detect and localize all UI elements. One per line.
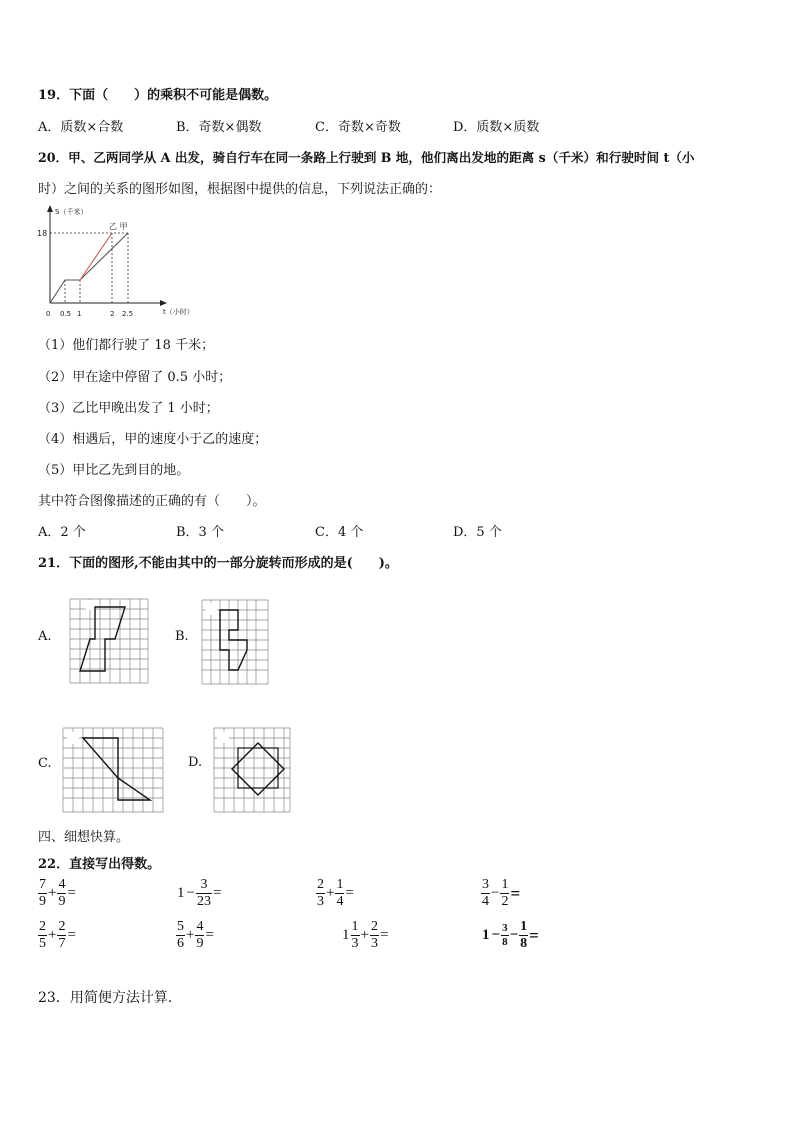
- q20-text-line1: 20．甲、乙两同学从 A 出发，骑自行车在同一条路上行驶到 B 地，他们离出发地的距离 s（千米）和行驶时间 t（小: [38, 150, 695, 165]
- section-4-title: 四、细想快算。: [38, 830, 130, 845]
- q22-text: 22．直接写出得数。: [38, 857, 161, 872]
- graph-y-tick-18: 18: [37, 229, 48, 238]
- q20-text-line2: 时）之间的关系的图形如图，根据图中提供的信息，下列说法正确的：: [38, 182, 442, 197]
- q21-figure-b[interactable]: [200, 598, 270, 686]
- q22-expr-5: $\frac{2}{5}$ + $\frac{2}{7}$ =: [39, 919, 76, 951]
- graph-x-tick-0: 0: [46, 310, 51, 318]
- q20-option-d[interactable]: D．5 个: [453, 525, 502, 540]
- q20-statement-5: （5）甲比乙先到目的地。: [38, 463, 190, 478]
- graph-line-yi: [80, 233, 112, 280]
- q22-expr-3: $\frac{2}{3}$ + $\frac{1}{4}$ =: [317, 877, 354, 909]
- shape-d-outer: [232, 743, 284, 795]
- q21-figure-d[interactable]: [212, 726, 292, 814]
- q19-option-c[interactable]: C．奇数×奇数: [315, 120, 401, 135]
- q22-expr-7: 1 $\frac{1}{3}$ + $\frac{2}{3}$ =: [342, 919, 389, 951]
- q20-option-b[interactable]: B．3 个: [176, 525, 224, 540]
- q22-expr-1: $\frac{7}{9}$ + $\frac{4}{9}$ =: [39, 877, 76, 909]
- q21-label-b[interactable]: B.: [175, 629, 189, 644]
- q20-question: 其中符合图像描述的正确的有（ ）。: [38, 494, 266, 509]
- q22-expr-4: $\frac{3}{4}$ − $\frac{1}{2}$ =: [482, 877, 521, 909]
- q21-label-c[interactable]: C.: [38, 756, 52, 771]
- q20-option-c[interactable]: C．4 个: [315, 525, 364, 540]
- q23-text: 23．用简便方法计算.: [38, 990, 173, 1006]
- q21-figure-c[interactable]: [61, 726, 165, 814]
- q19-option-a[interactable]: A．质数×合数: [38, 120, 124, 135]
- q21-text: 21．下面的图形,不能由其中的一部分旋转而形成的是( )。: [38, 556, 398, 571]
- q20-statement-2: （2）甲在途中停留了 0.5 小时；: [38, 370, 232, 385]
- q19-text: 19．下面（ ）的乘积不可能是偶数。: [38, 88, 278, 103]
- q22-expr-2: 1 − $\frac{3}{23}$ =: [177, 877, 222, 909]
- graph-x-tick-1: 1: [77, 310, 82, 318]
- graph-x-tick-2.5: 2.5: [122, 310, 134, 318]
- graph-x-tick-2: 2: [110, 310, 115, 318]
- q20-statement-4: （4）相遇后，甲的速度小于乙的速度；: [38, 432, 268, 447]
- graph-y-arrow: [47, 205, 53, 212]
- graph-x-arrow: [160, 300, 167, 306]
- graph-x-tick-0.5: 0.5: [60, 310, 72, 318]
- graph-x-axis-label: t（小时）: [163, 308, 194, 316]
- q19-option-d[interactable]: D．质数×质数: [453, 120, 540, 135]
- q20-statement-3: （3）乙比甲晚出发了 1 小时；: [38, 401, 219, 416]
- q21-label-d[interactable]: D.: [188, 755, 203, 770]
- graph-line-labels: 乙 甲: [109, 222, 128, 231]
- q19-option-b[interactable]: B．奇数×偶数: [176, 120, 262, 135]
- q20-statement-1: （1）他们都行驶了 18 千米；: [38, 338, 215, 353]
- graph-y-axis-label: S（千米）: [55, 208, 88, 216]
- q21-label-a[interactable]: A.: [38, 629, 52, 644]
- q22-expr-8: 1 − $\frac{3}{8}$ − $\frac{1}{8}$ =: [482, 919, 539, 951]
- q21-figure-a[interactable]: [68, 597, 150, 685]
- graph-line-jia: [50, 233, 128, 303]
- q20-option-a[interactable]: A．2 个: [38, 525, 86, 540]
- distance-time-graph: [32, 202, 202, 320]
- q22-expr-6: $\frac{5}{6}$ + $\frac{4}{9}$ =: [177, 919, 214, 951]
